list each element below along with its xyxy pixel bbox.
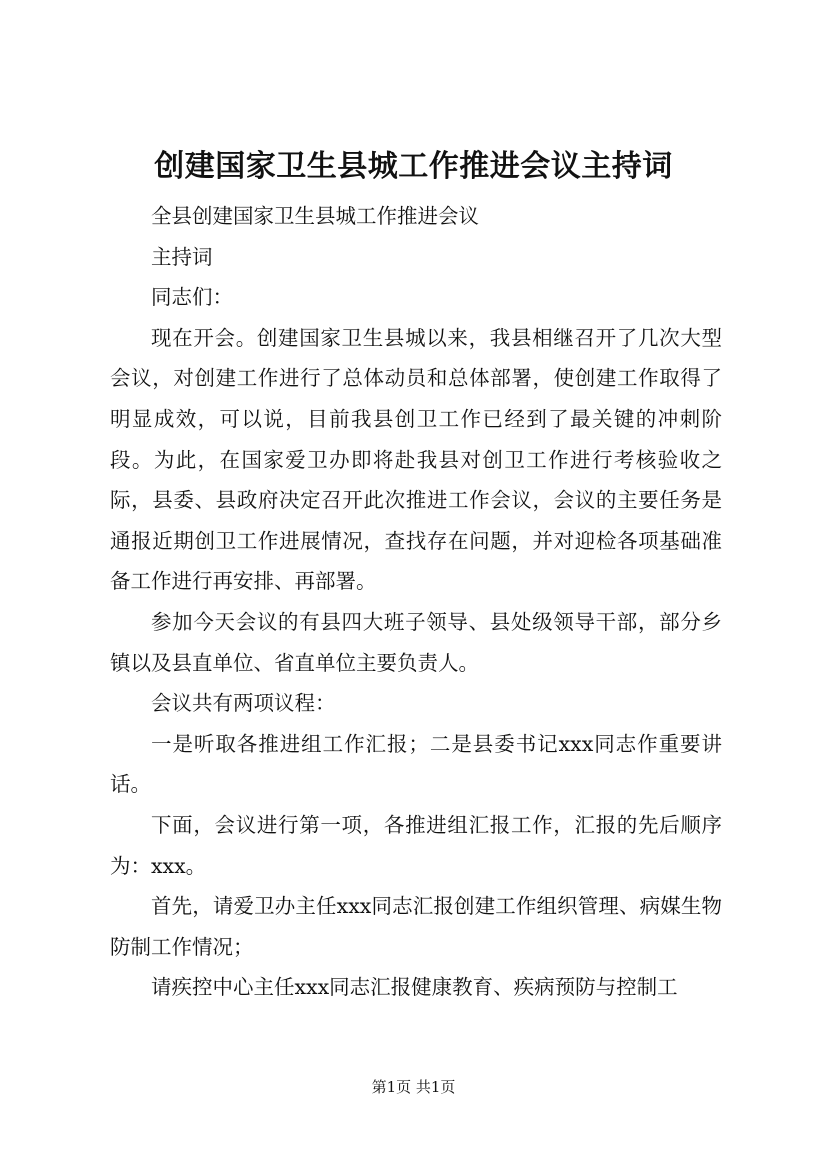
paragraph-salutation: 同志们： bbox=[151, 285, 233, 310]
paragraph: 首先，请爱卫办主任xxx同志汇报创建工作组织管理、病媒生物防制工作情况； bbox=[110, 894, 722, 959]
page-footer: 第1页 共1页 bbox=[371, 1078, 456, 1096]
paragraph: 现在开会。创建国家卫生县城以来，我县相继召开了几次大型会议，对创建工作进行了总体动员和总体部署，使创建工作取得了明显成效，可以说，目前我县创卫工作已经到了最关键的冲刺阶段。为此，在国家爱卫办即将赴我县对创卫工作进行考核验收之际，县委、县政府决定召开此次推进工作会议，会议的主要任务是通报近期创卫工作进展情况，查找存在问题，并对迎检各项基础准备工作进行再安排、再部署。 bbox=[110, 325, 722, 594]
paragraph: 请疾控中心主任xxx同志汇报健康教育、疾病预防与控制工 bbox=[151, 975, 678, 1000]
paragraph: 参加今天会议的有县四大班子领导、县处级领导干部，部分乡镇以及县直单位、省直单位主要负责人。 bbox=[110, 609, 722, 675]
document-title: 创建国家卫生县城工作推进会议主持词 bbox=[154, 149, 673, 184]
paragraph: 会议共有两项议程： bbox=[151, 691, 336, 716]
paragraph: 一是听取各推进组工作汇报；二是县委书记xxx同志作重要讲话。 bbox=[110, 731, 722, 797]
document-body bbox=[110, 196, 722, 1008]
paragraph-heading: 主持词 bbox=[151, 244, 213, 269]
paragraph: 下面，会议进行第一项，各推进组汇报工作，汇报的先后顺序为：xxx。 bbox=[110, 812, 722, 878]
paragraph-subtitle: 全县创建国家卫生县城工作推进会议 bbox=[151, 204, 479, 228]
